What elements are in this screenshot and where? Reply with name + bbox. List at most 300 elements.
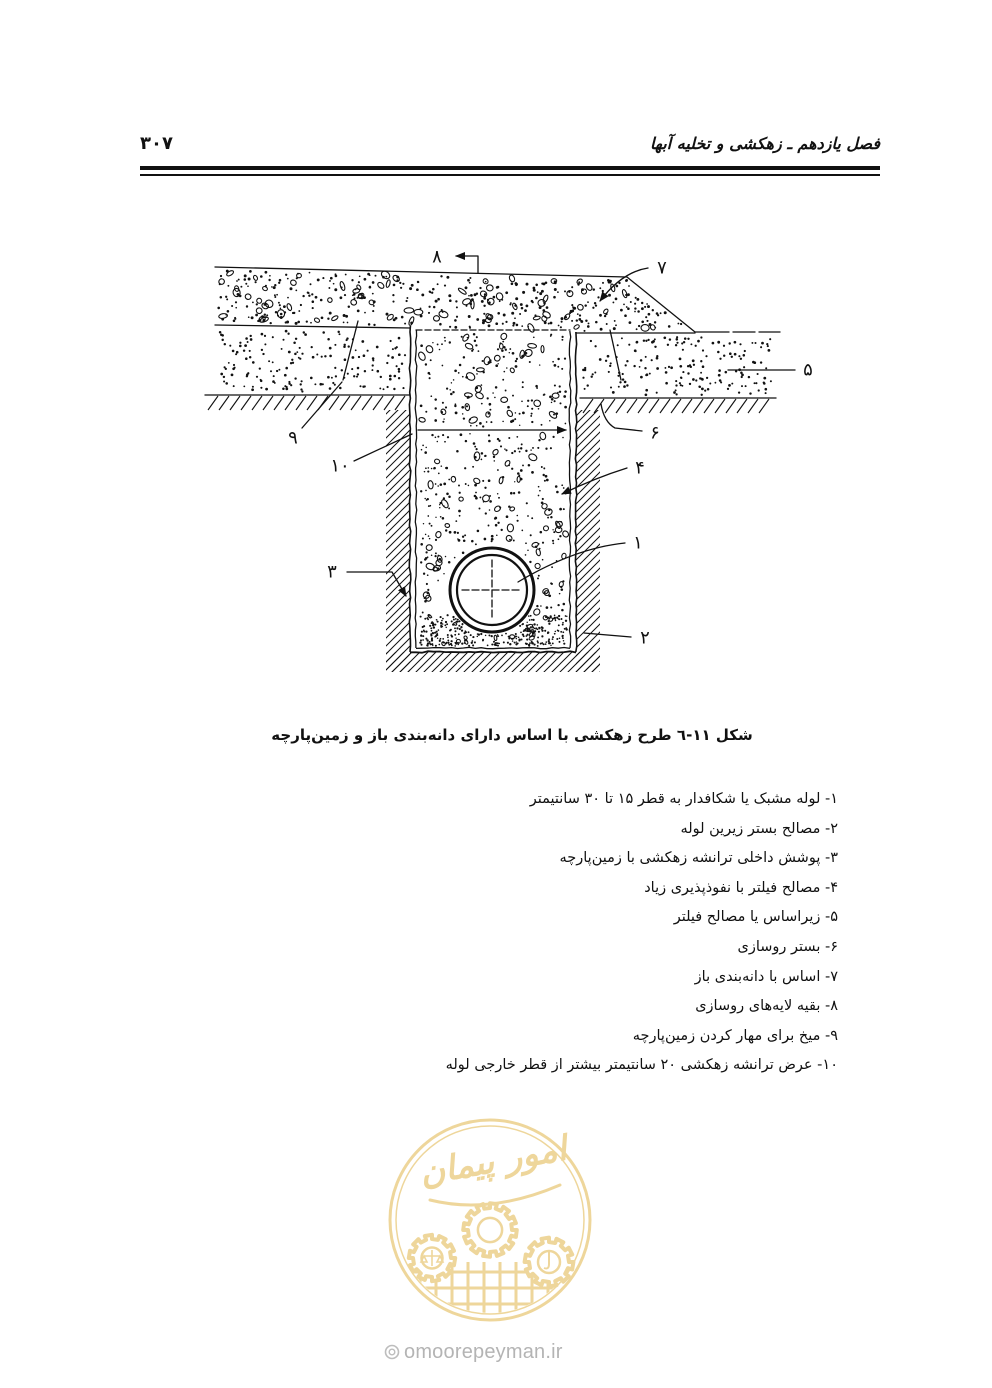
aggregate-dot <box>454 326 457 329</box>
aggregate-dot <box>595 321 598 324</box>
aggregate-dot <box>545 643 547 645</box>
aggregate-dot <box>561 321 563 323</box>
aggregate-dot <box>437 436 439 438</box>
aggregate-dot <box>562 624 564 626</box>
aggregate-dot <box>511 468 513 470</box>
aggregate-dot <box>453 379 455 381</box>
aggregate-dot <box>731 383 733 385</box>
aggregate-dot <box>391 356 394 359</box>
anchor-nail-right <box>610 330 621 380</box>
aggregate-stone <box>471 300 474 309</box>
aggregate-dot <box>425 447 427 449</box>
aggregate-dot <box>248 316 250 318</box>
aggregate-dot <box>235 353 237 355</box>
aggregate-dot <box>475 492 477 494</box>
aggregate-dot <box>537 291 539 293</box>
aggregate-dot <box>687 372 689 374</box>
aggregate-dot <box>225 382 228 385</box>
aggregate-dot <box>443 573 444 574</box>
aggregate-dot <box>488 525 490 527</box>
aggregate-dot <box>508 437 510 439</box>
aggregate-dot <box>542 643 544 645</box>
aggregate-dot <box>422 626 424 628</box>
aggregate-dot <box>243 349 245 351</box>
aggregate-dot <box>538 408 540 410</box>
aggregate-dot <box>369 286 372 289</box>
aggregate-stone <box>505 534 513 542</box>
aggregate-dot <box>432 645 433 646</box>
leader-6 <box>601 404 642 431</box>
aggregate-dot <box>718 374 721 377</box>
aggregate-dot <box>558 538 560 540</box>
aggregate-dot <box>502 323 504 325</box>
aggregate-dot <box>628 344 630 346</box>
aggregate-dot <box>343 346 346 349</box>
aggregate-dot <box>670 366 673 369</box>
aggregate-dot <box>420 404 423 407</box>
aggregate-dot <box>612 301 614 303</box>
aggregate-dot <box>445 529 447 531</box>
aggregate-dot <box>220 373 223 376</box>
aggregate-dot <box>510 302 512 304</box>
aggregate-dot <box>723 345 725 347</box>
aggregate-dot <box>680 377 682 379</box>
aggregate-dot <box>552 540 554 542</box>
aggregate-dot <box>465 440 467 442</box>
aggregate-dot <box>400 287 402 289</box>
aggregate-dot <box>389 378 392 381</box>
aggregate-dot <box>409 287 412 290</box>
aggregate-dot <box>660 312 662 314</box>
aggregate-dot <box>458 633 460 635</box>
aggregate-dot <box>702 349 704 351</box>
aggregate-dot <box>236 351 239 354</box>
aggregate-dot <box>543 394 545 396</box>
aggregate-dot <box>634 311 636 313</box>
aggregate-dot <box>522 623 524 625</box>
aggregate-dot <box>301 380 303 382</box>
aggregate-dot <box>495 322 498 325</box>
aggregate-dot <box>420 490 422 492</box>
aggregate-dot <box>548 638 550 640</box>
aggregate-dot <box>549 420 551 422</box>
aggregate-dot <box>474 484 477 487</box>
aggregate-dot <box>443 483 446 486</box>
aggregate-dot <box>645 389 648 392</box>
hatch-stroke <box>616 399 626 413</box>
aggregate-dot <box>452 391 454 393</box>
aggregate-dot <box>334 344 336 346</box>
aggregate-dot <box>272 361 274 363</box>
aggregate-dot <box>231 305 233 307</box>
hatch-stroke <box>362 396 372 410</box>
aggregate-dot <box>636 299 638 301</box>
aggregate-dot <box>469 326 471 328</box>
aggregate-dot <box>244 278 247 281</box>
aggregate-dot <box>727 388 729 390</box>
aggregate-dot <box>527 549 529 551</box>
aggregate-dot <box>448 479 450 481</box>
aggregate-dot <box>622 378 624 380</box>
aggregate-dot <box>443 418 444 419</box>
aggregate-stone <box>479 290 488 298</box>
aggregate-dot <box>427 619 429 621</box>
aggregate-dot <box>474 446 476 448</box>
aggregate-dot <box>552 642 554 644</box>
aggregate-dot <box>347 373 349 375</box>
legend-item: ۱- لوله مشبک یا شکافدار به قطر ۱۵ تا ۳۰ سانتیمتر <box>529 791 838 807</box>
aggregate-dot <box>427 589 429 591</box>
aggregate-dot <box>220 296 223 299</box>
aggregate-stone <box>541 315 548 322</box>
aggregate-dot <box>764 388 767 391</box>
aggregate-stone <box>566 289 574 297</box>
aggregate-dot <box>487 645 489 647</box>
aggregate-dot <box>221 334 224 337</box>
aggregate-dot <box>329 280 331 282</box>
aggregate-dot <box>550 335 552 337</box>
aggregate-dot <box>243 385 245 387</box>
aggregate-dot <box>491 540 493 542</box>
aggregate-dot <box>699 377 701 379</box>
aggregate-stone <box>523 348 533 357</box>
aggregate-dot <box>715 382 717 384</box>
aggregate-stone <box>433 316 439 322</box>
aggregate-dot <box>335 375 337 377</box>
legend-item: ۵- زیراساس یا مصالح فیلتر <box>673 909 838 926</box>
aggregate-dot <box>343 322 345 324</box>
aggregate-stone <box>468 416 478 425</box>
aggregate-dot <box>462 376 464 378</box>
aggregate-dot <box>690 343 692 345</box>
aggregate-dot <box>235 307 237 309</box>
aggregate-dot <box>398 368 401 371</box>
aggregate-dot <box>296 351 298 353</box>
aggregate-stone <box>541 345 544 352</box>
aggregate-dot <box>729 352 732 355</box>
aggregate-dot <box>455 637 456 638</box>
aggregate-dot <box>442 421 444 423</box>
aggregate-dot <box>614 320 616 322</box>
aggregate-stone <box>576 303 584 311</box>
aggregate-dot <box>449 389 450 390</box>
aggregate-dot <box>635 297 637 299</box>
aggregate-dot <box>521 530 523 532</box>
aggregate-dot <box>679 358 682 361</box>
aggregate-dot <box>327 376 330 379</box>
aggregate-dot <box>748 376 750 378</box>
aggregate-dot <box>454 319 457 322</box>
aggregate-dot <box>510 420 513 423</box>
base-subbase-boundary-left <box>215 325 410 328</box>
aggregate-dot <box>455 630 457 632</box>
aggregate-dot <box>462 536 464 538</box>
aggregate-dot <box>545 641 547 643</box>
aggregate-dot <box>434 624 436 626</box>
hatch-stroke <box>230 396 240 410</box>
aggregate-dot <box>676 342 678 344</box>
aggregate-dot <box>248 278 251 281</box>
aggregate-stone <box>573 324 580 330</box>
aggregate-dot <box>675 380 677 382</box>
aggregate-dot <box>683 341 685 343</box>
aggregate-dot <box>537 641 538 642</box>
aggregate-dot <box>641 320 644 323</box>
aggregate-dot <box>442 402 444 404</box>
aggregate-dot <box>458 644 460 646</box>
aggregate-dot <box>425 363 427 365</box>
aggregate-dot <box>272 336 274 338</box>
aggregate-dot <box>302 295 304 297</box>
aggregate-dot <box>563 603 566 606</box>
aggregate-stone <box>527 343 536 349</box>
aggregate-dot <box>770 380 772 382</box>
aggregate-dot <box>751 342 753 344</box>
aggregate-dot <box>444 624 446 626</box>
aggregate-dot <box>604 315 606 317</box>
aggregate-stone <box>534 562 541 569</box>
aggregate-dot <box>521 400 523 402</box>
aggregate-dot <box>476 318 479 321</box>
aggregate-dot <box>420 308 422 310</box>
aggregate-dot <box>679 365 682 368</box>
legend-item: ۴- مصالح فیلتر با نفوذپذیری زیاد <box>644 879 838 896</box>
aggregate-dot <box>514 317 516 319</box>
aggregate-dot <box>635 350 637 352</box>
aggregate-stone <box>493 354 501 362</box>
aggregate-dot <box>288 351 291 354</box>
aggregate-dot <box>640 359 643 362</box>
aggregate-dot <box>459 515 461 517</box>
aggregate-stone <box>548 410 558 419</box>
aggregate-dot <box>372 310 374 312</box>
aggregate-dot <box>455 412 457 414</box>
aggregate-dot <box>257 320 259 322</box>
aggregate-stone <box>486 297 495 306</box>
aggregate-dot <box>493 641 495 643</box>
aggregate-stone <box>641 324 650 331</box>
aggregate-dot <box>516 436 518 438</box>
aggregate-dot <box>606 323 608 325</box>
aggregate-dot <box>421 631 423 633</box>
aggregate-dot <box>637 310 640 313</box>
aggregate-dot <box>427 642 429 644</box>
aggregate-stone <box>465 342 474 350</box>
aggregate-dot <box>465 376 468 379</box>
aggregate-dot <box>515 365 518 368</box>
aggregate-dot <box>515 283 518 286</box>
aggregate-dot <box>544 321 547 324</box>
aggregate-dot <box>457 621 459 623</box>
aggregate-dot <box>536 605 538 607</box>
aggregate-stone <box>218 313 227 319</box>
hatch-stroke <box>726 399 736 413</box>
aggregate-dot <box>524 309 527 312</box>
aggregate-dot <box>227 285 229 287</box>
aggregate-dot <box>495 524 498 527</box>
aggregate-dot <box>546 306 549 309</box>
aggregate-stone <box>508 274 515 282</box>
aggregate-dot <box>379 387 381 389</box>
aggregate-dot <box>355 288 357 290</box>
aggregate-dot <box>646 373 649 376</box>
aggregate-dot <box>556 491 559 494</box>
aggregate-dot <box>484 487 486 489</box>
aggregate-stone <box>256 297 263 304</box>
geotextile-left-inner <box>415 330 417 648</box>
aggregate-dot <box>235 301 237 303</box>
aggregate-dot <box>229 345 231 347</box>
aggregate-dot <box>501 349 504 352</box>
aggregate-dot <box>264 313 266 315</box>
aggregate-dot <box>549 396 552 399</box>
publisher-logo <box>380 1110 600 1330</box>
aggregate-dot <box>693 364 695 366</box>
aggregate-dot <box>599 314 602 317</box>
hatch-stroke <box>219 396 229 410</box>
aggregate-dot <box>509 352 510 353</box>
aggregate-dot <box>551 398 554 401</box>
aggregate-dot <box>760 361 762 363</box>
aggregate-dot <box>430 395 432 397</box>
figure-caption: شکل ۱۱-٦ طرح زهکشی با اساس دارای دانه‌بندی باز و زمین‌پارچه <box>271 726 753 744</box>
hatch-stroke <box>748 399 758 413</box>
aggregate-dot <box>448 561 451 564</box>
aggregate-dot <box>256 376 258 378</box>
aggregate-dot <box>434 407 436 409</box>
aggregate-dot <box>424 451 427 454</box>
aggregate-dot <box>431 434 433 436</box>
aggregate-dot <box>554 280 556 282</box>
aggregate-dot <box>502 379 504 381</box>
aggregate-dot <box>217 307 220 310</box>
aggregate-dot <box>310 283 312 285</box>
aggregate-dot <box>334 384 336 386</box>
aggregate-dot <box>444 285 446 287</box>
aggregate-dot <box>438 629 440 631</box>
aggregate-dot <box>329 387 332 390</box>
aggregate-stone <box>426 544 433 550</box>
aggregate-dot <box>333 283 335 285</box>
aggregate-dot <box>428 505 430 507</box>
aggregate-dot <box>266 314 268 316</box>
aggregate-dot <box>472 466 474 468</box>
aggregate-dot <box>454 634 456 636</box>
aggregate-stone <box>358 293 363 298</box>
aggregate-dot <box>273 286 276 289</box>
aggregate-dot <box>654 321 656 323</box>
aggregate-dot <box>517 472 520 475</box>
aggregate-dot <box>262 353 264 355</box>
aggregate-dot <box>437 555 439 557</box>
aggregate-dot <box>636 341 638 343</box>
aggregate-dot <box>442 517 445 520</box>
aggregate-stone <box>440 408 447 415</box>
aggregate-dot <box>562 637 564 639</box>
aggregate-dot <box>327 318 329 320</box>
aggregate-dot <box>316 353 318 355</box>
aggregate-dot <box>656 357 659 360</box>
aggregate-dot <box>634 307 636 309</box>
aggregate-dot <box>423 523 424 524</box>
aggregate-dot <box>361 340 364 343</box>
aggregate-dot <box>543 302 545 304</box>
aggregate-stone <box>473 477 481 484</box>
aggregate-dot <box>548 623 550 625</box>
aggregate-stone <box>542 294 549 303</box>
aggregate-dot <box>584 388 586 390</box>
geotextile-bottom-outer <box>410 651 576 653</box>
aggregate-dot <box>712 342 715 345</box>
aggregate-dot <box>435 436 437 438</box>
aggregate-dot <box>369 274 371 276</box>
aggregate-dot <box>220 275 222 277</box>
aggregate-dot <box>654 338 656 340</box>
aggregate-dot <box>481 403 483 405</box>
aggregate-dot <box>433 468 434 469</box>
aggregate-dot <box>647 305 650 308</box>
aggregate-dot <box>667 344 669 346</box>
aggregate-dot <box>270 322 272 324</box>
aggregate-dot <box>550 606 552 608</box>
aggregate-dot <box>294 377 296 379</box>
aggregate-dot <box>557 358 559 360</box>
aggregate-dot <box>610 362 612 364</box>
hatch-stroke <box>252 396 262 410</box>
aggregate-dot <box>577 313 579 315</box>
aggregate-stone <box>499 344 503 349</box>
aggregate-dot <box>519 413 521 415</box>
aggregate-dot <box>371 369 373 371</box>
aggregate-dot <box>425 490 427 492</box>
aggregate-stone <box>262 286 268 292</box>
aggregate-dot <box>422 612 424 614</box>
aggregate-dot <box>456 627 458 629</box>
hatch-stroke <box>351 396 361 410</box>
aggregate-dot <box>505 633 507 635</box>
aggregate-dot <box>482 321 485 324</box>
hatch-stroke <box>715 399 725 413</box>
aggregate-dot <box>535 385 538 388</box>
aggregate-dot <box>594 345 596 347</box>
aggregate-dot <box>223 376 225 378</box>
aggregate-dot <box>620 309 623 312</box>
aggregate-dot <box>525 554 527 556</box>
aggregate-dot <box>509 348 511 350</box>
aggregate-dot <box>558 618 559 619</box>
aggregate-dot <box>256 303 258 305</box>
aggregate-dot <box>225 296 227 298</box>
aggregate-stone <box>408 316 415 326</box>
aggregate-dot <box>457 642 459 644</box>
aggregate-dot <box>535 546 538 549</box>
aggregate-dot <box>573 307 576 310</box>
aggregate-dot <box>354 297 356 299</box>
aggregate-dot <box>481 452 484 455</box>
aggregate-dot <box>281 348 283 350</box>
aggregate-dot <box>499 643 500 644</box>
aggregate-dot <box>264 335 266 337</box>
aggregate-dot <box>626 279 628 281</box>
aggregate-dot <box>221 339 223 341</box>
aggregate-dot <box>554 615 556 617</box>
hatch-stroke <box>627 399 637 413</box>
aggregate-dot <box>559 402 561 404</box>
aggregate-dot <box>429 374 431 376</box>
aggregate-dot <box>353 375 355 377</box>
aggregate-dot <box>499 300 501 302</box>
legend-item: ۲- مصالح بستر زیرین لوله <box>680 820 838 837</box>
